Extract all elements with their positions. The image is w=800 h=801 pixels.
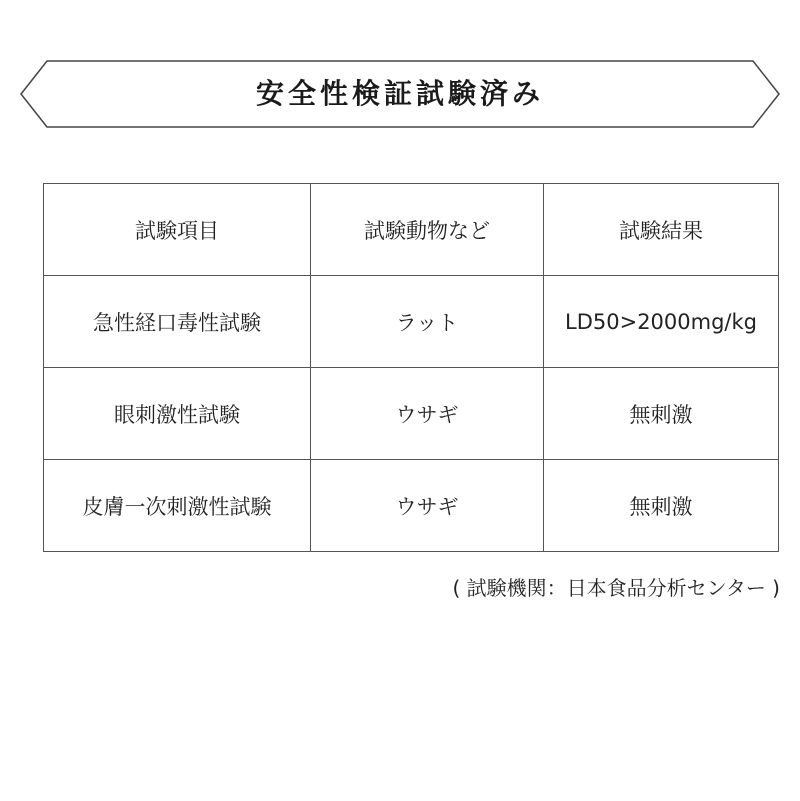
table-row	[44, 460, 779, 552]
cell-test-item: 急性経口毒性試験	[44, 276, 311, 368]
cell-test-animal: ラット	[311, 276, 544, 368]
title-banner	[20, 60, 780, 128]
cell-test-animal: ウサギ	[311, 368, 544, 460]
cell-test-result: 無刺激	[544, 368, 779, 460]
testing-institution-note: ( 試験機関：日本食品分析センター )	[452, 576, 780, 600]
table-header-row	[44, 184, 779, 276]
page-title: 安全性検証試験済み	[255, 77, 544, 110]
header-cell-test-animal: 試験動物など	[311, 184, 544, 276]
table-row	[44, 368, 779, 460]
cell-test-result: 無刺激	[544, 460, 779, 552]
table-row	[44, 276, 779, 368]
cell-test-animal: ウサギ	[311, 460, 544, 552]
results-table	[43, 183, 779, 552]
cell-test-item: 眼刺激性試験	[44, 368, 311, 460]
header-cell-test-result: 試験結果	[544, 184, 779, 276]
cell-test-item: 皮膚一次刺激性試験	[44, 460, 311, 552]
header-cell-test-item: 試験項目	[44, 184, 311, 276]
cell-test-result: LD50>2000mg/kg	[544, 276, 779, 368]
